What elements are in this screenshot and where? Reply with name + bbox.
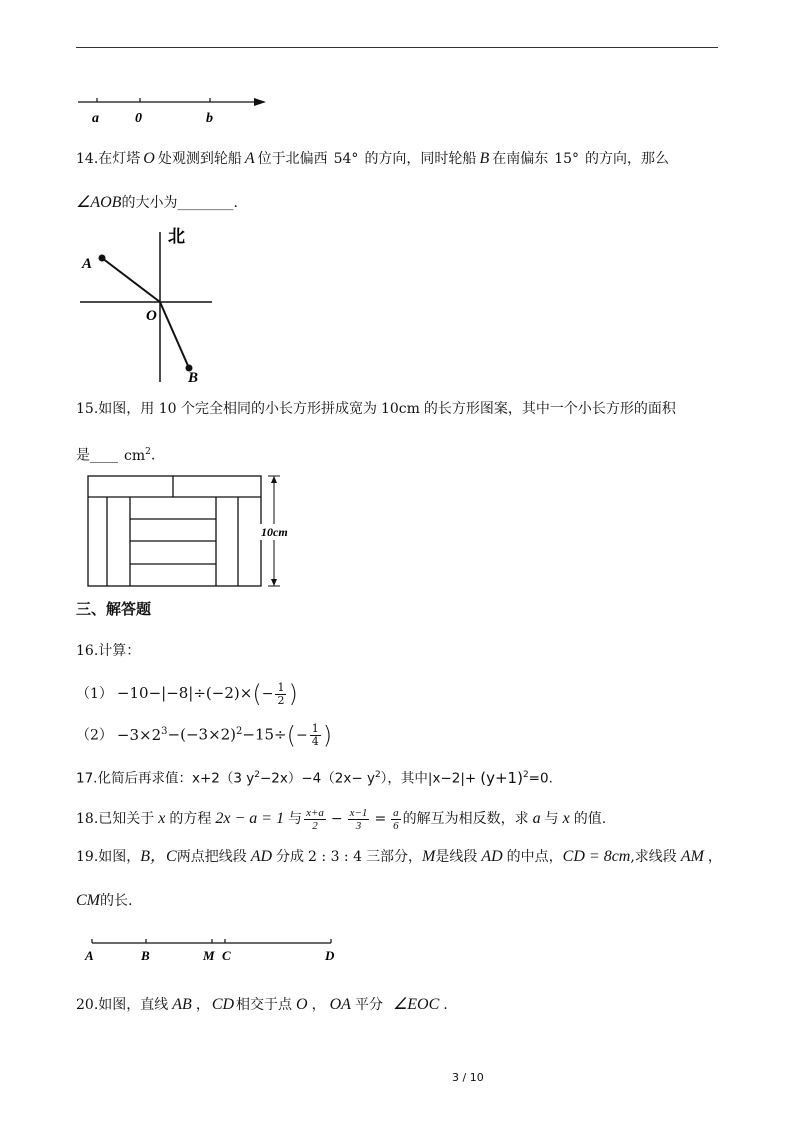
- q15-rectangle-figure: [86, 474, 301, 590]
- tick-label-b: b: [206, 111, 213, 126]
- section-title: 三、解答题: [76, 600, 152, 618]
- q14-line1: 14.在灯塔 O 处观测到轮船 A 位于北偏西 54° 的方向，同时轮船 B 在南偏东 15° 的方向，那么: [76, 150, 670, 167]
- number-line-figure: [70, 92, 280, 126]
- north-label: 北: [168, 227, 185, 246]
- label-o: O: [146, 308, 157, 324]
- page-number: 3 / 10: [452, 1071, 484, 1084]
- q19-line1: 19.如图，B，C两点把线段 AD 分成 2 : 3 : 4 三部分，M是线段 AD 的中点，CD = 8cm,求线段 AM ，: [76, 848, 722, 865]
- tick-label-a: a: [92, 111, 99, 126]
- label-m: M: [203, 948, 215, 963]
- q15-line1: 15.如图，用 10 个完全相同的小长方形拼成宽为 10cm 的长方形图案，其中一个小长方形的面积: [76, 401, 676, 417]
- number-line-arrow: [254, 98, 266, 106]
- label-a: A: [85, 948, 94, 963]
- outer-rectangle: [88, 476, 261, 586]
- q19-segment-figure: [80, 936, 340, 966]
- label-d: D: [325, 948, 335, 963]
- ray-ob: [160, 302, 189, 368]
- header-rule: [76, 47, 718, 48]
- q14-line2: ∠AOB的大小为________.: [76, 194, 238, 211]
- width-label: 10cm: [261, 525, 288, 539]
- label-c: C: [222, 948, 231, 963]
- q14-direction-figure: [76, 222, 221, 387]
- label-a: A: [82, 256, 93, 272]
- tick-label-0: 0: [135, 111, 142, 126]
- ray-oa: [102, 258, 160, 302]
- q16-part1: （1） −10−|−8|÷(−2)×(− $\frac{1}{2}$ ): [76, 680, 298, 708]
- label-b: B: [188, 370, 199, 386]
- label-b: B: [141, 948, 150, 963]
- point-a-dot: [99, 255, 106, 262]
- q20-text: 20.如图，直线 AB ， CD 相交于点 O ， OA 平分 ∠EOC .: [76, 996, 448, 1013]
- q17-text: 17.化简后再求值：x+2（3 $y^2-2x)-4(2x- y^2)$，其中$|x-2|+ (y+1)^2=0$.: [76, 768, 553, 787]
- q15-line2: 是____ $cm^2$.: [76, 447, 156, 464]
- q18-text: 18.已知关于 x 的方程 2x − a = 1 与 $\frac{x+a}{2}$ − $\frac{x-1}{3}$ = $\frac{a}{6}$ 的解互为相反数，求 a 与 x 的值.: [76, 806, 607, 832]
- q19-line2: CM的长.: [76, 892, 133, 909]
- q16-part2: $(2) -3\times 2^3-(-3\times 2)^2-15\div(-$ $\frac{1}{4}$ ): [76, 721, 333, 750]
- q16-title: 16.计算：: [76, 643, 141, 659]
